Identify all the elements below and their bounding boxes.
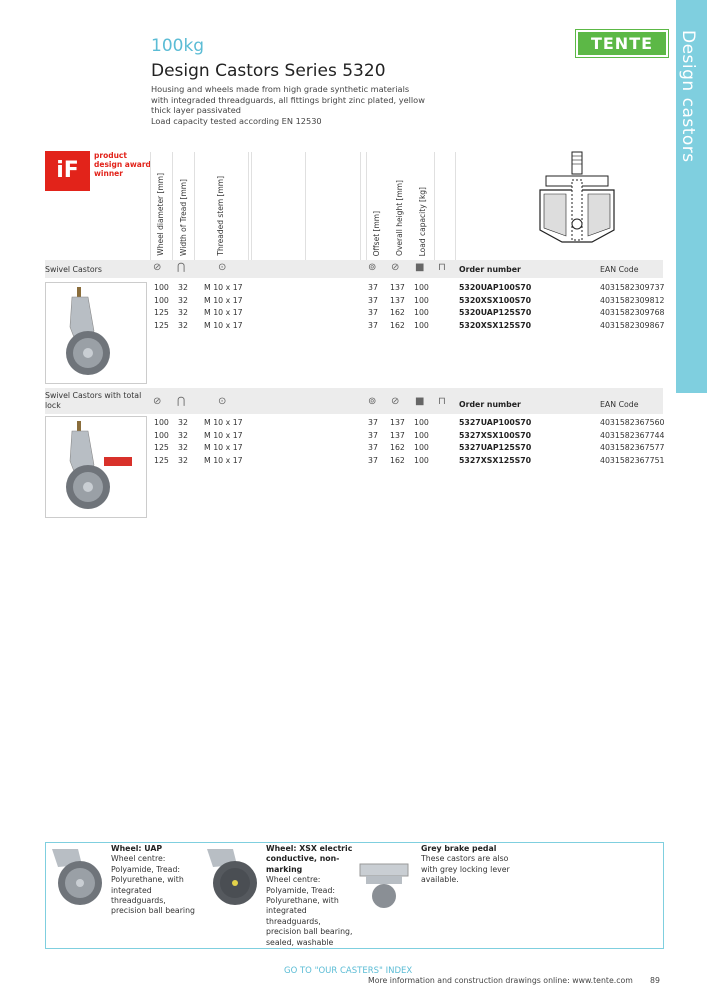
legend-title: Wheel: UAP <box>111 844 163 853</box>
table-label: Swivel Castors with total lock <box>45 391 142 410</box>
col-label: Wheel diameter [mm] <box>156 173 165 256</box>
cell-offset: 37 <box>368 443 378 452</box>
cell-offset: 37 <box>368 418 378 427</box>
cell-order-number: 5320UAP125S70 <box>459 308 532 317</box>
cell-load: 100 <box>414 308 429 317</box>
cell-offset: 37 <box>368 455 378 465</box>
tente-logo: TENTE <box>576 30 668 57</box>
tread-width-icon: ⋂ <box>177 396 186 407</box>
cell-ean: 4031582367744 <box>600 430 665 440</box>
cell-load: 100 <box>414 320 429 330</box>
col-rule <box>366 152 435 260</box>
test-note: Load capacity tested according EN 12530 <box>151 115 322 126</box>
cell-height: 162 <box>390 455 405 465</box>
cell-order-number: 5327UAP125S70 <box>459 443 532 452</box>
cell-width: 32 <box>178 295 188 305</box>
cell-diameter: 100 <box>154 430 169 440</box>
cell-ean: 4031582309867 <box>600 320 665 330</box>
wheel-diameter-icon: ⊘ <box>153 262 162 273</box>
cell-load: 100 <box>414 283 429 292</box>
cell-stem: M 10 x 17 <box>204 418 243 427</box>
overall-height-icon: ⊘ <box>391 396 400 407</box>
tread-width-icon: ⋂ <box>177 262 186 273</box>
cell-stem: M 10 x 17 <box>204 455 243 465</box>
col-label: Load capacity [kg] <box>418 186 427 256</box>
cell-stem: M 10 x 17 <box>204 443 243 452</box>
table-row <box>150 431 663 444</box>
table-row <box>150 296 663 309</box>
page-number: 89 <box>650 976 660 985</box>
cell-load: 100 <box>414 443 429 452</box>
offset-icon: ⊚ <box>368 396 377 407</box>
cell-order-number: 5327UAP100S70 <box>459 418 532 427</box>
grey-brake-pedal-image <box>356 850 414 910</box>
cell-ean: 4031582309768 <box>600 308 665 317</box>
cell-height: 137 <box>390 418 405 427</box>
cell-offset: 37 <box>368 308 378 317</box>
col-rule <box>150 152 173 260</box>
legend-body: These castors are also with grey locking lever available. <box>421 854 510 885</box>
offset-icon: ⊚ <box>368 262 377 273</box>
cell-diameter: 100 <box>154 283 169 292</box>
series-description <box>151 84 426 126</box>
swivel-castor-photo <box>45 282 147 384</box>
col-rule <box>306 152 361 260</box>
table-row <box>150 308 663 321</box>
legend-uap <box>111 844 203 917</box>
cell-width: 32 <box>178 418 188 427</box>
total-lock-castor-illustration <box>46 417 146 517</box>
table-row <box>150 283 663 296</box>
swivel-castor-illustration <box>46 283 146 383</box>
cell-ean: 4031582309812 <box>600 295 665 305</box>
description-text: Housing and wheels made from high grade synthetic materials with integraded threadguards, all fittings bright zinc plated, yellow thick layer passivated <box>151 84 425 116</box>
cell-order-number: 5327XSX100S70 <box>459 430 532 440</box>
table-row <box>150 321 663 334</box>
legend-brake <box>421 844 513 886</box>
cell-ean: 4031582367577 <box>600 443 665 452</box>
cell-width: 32 <box>178 320 188 330</box>
table-row <box>150 418 663 431</box>
castor-section-drawing <box>532 150 622 250</box>
cell-ean: 4031582309737 <box>600 283 665 292</box>
cell-width: 32 <box>178 283 188 292</box>
cell-width: 32 <box>178 443 188 452</box>
cell-diameter: 125 <box>154 320 169 330</box>
cell-load: 100 <box>414 430 429 440</box>
cell-height: 137 <box>390 283 405 292</box>
cell-height: 162 <box>390 320 405 330</box>
cell-order-number: 5320UAP100S70 <box>459 283 532 292</box>
col-label: Width of Tread [mm] <box>179 178 188 256</box>
category-side-tab <box>676 0 707 393</box>
cell-offset: 37 <box>368 430 378 440</box>
cell-order-number: 5320XSX100S70 <box>459 295 532 305</box>
cell-ean: 4031582367751 <box>600 455 665 465</box>
legend-title: Wheel: XSX electric conductive, non-marking <box>266 844 353 874</box>
cell-diameter: 100 <box>154 418 169 427</box>
brake-icon: ⊓ <box>438 262 446 273</box>
award-logo <box>45 151 90 191</box>
load-heading: 100kg <box>151 36 205 56</box>
cell-load: 100 <box>414 295 429 305</box>
cell-width: 32 <box>178 430 188 440</box>
cell-offset: 37 <box>368 295 378 305</box>
cell-stem: M 10 x 17 <box>204 295 243 305</box>
cell-stem: M 10 x 17 <box>204 308 243 317</box>
cell-height: 162 <box>390 308 405 317</box>
side-tab-label: Design castors <box>678 30 698 163</box>
cell-width: 32 <box>178 455 188 465</box>
cell-height: 137 <box>390 295 405 305</box>
legend-title: Grey brake pedal <box>421 844 497 853</box>
page-title: Design Castors Series 5320 <box>151 61 386 81</box>
col-label: Offset [mm] <box>372 210 381 256</box>
cell-order-number: 5327XSX125S70 <box>459 455 532 465</box>
col-label: Threaded stem [mm] <box>216 176 225 256</box>
ean-code-header: EAN Code <box>600 400 639 409</box>
brake-icon: ⊓ <box>438 396 446 407</box>
cell-order-number: 5320XSX125S70 <box>459 320 532 330</box>
col-label: Overall height [mm] <box>395 180 404 256</box>
cell-diameter: 125 <box>154 443 169 452</box>
load-weight-icon: ■ <box>415 262 425 273</box>
order-number-header: Order number <box>459 265 521 274</box>
col-rule <box>196 152 249 260</box>
cell-height: 137 <box>390 430 405 440</box>
casters-index-link[interactable]: GO TO "OUR CASTERS" INDEX <box>284 966 413 976</box>
load-weight-icon: ■ <box>415 396 425 407</box>
table-row <box>150 456 663 469</box>
threaded-stem-icon: ⊙ <box>218 396 227 407</box>
col-rule <box>435 152 456 260</box>
table-label: Swivel Castors <box>45 265 102 274</box>
cell-ean: 4031582367560 <box>600 418 665 427</box>
ean-code-header: EAN Code <box>600 265 639 274</box>
col-rule <box>251 152 306 260</box>
xsx-wheel-image <box>203 845 261 907</box>
cell-load: 100 <box>414 418 429 427</box>
cell-diameter: 100 <box>154 295 169 305</box>
cell-offset: 37 <box>368 283 378 292</box>
cell-offset: 37 <box>368 320 378 330</box>
table-2-body <box>150 418 663 468</box>
cell-diameter: 125 <box>154 308 169 317</box>
cell-height: 162 <box>390 443 405 452</box>
table-1-body <box>150 283 663 333</box>
col-rule <box>173 152 195 260</box>
legend-xsx <box>266 844 358 948</box>
award-logo-text: iF <box>56 158 79 183</box>
total-lock-castor-photo <box>45 416 147 518</box>
cell-diameter: 125 <box>154 455 169 465</box>
overall-height-icon: ⊘ <box>391 262 400 273</box>
threaded-stem-icon: ⊙ <box>218 262 227 273</box>
footer-info: More information and construction drawings online: www.tente.com <box>368 976 633 985</box>
legend-body: Wheel centre: Polyamide, Tread: Polyurethane, with integrated threadguards, precision ball bearing, sealed, washable <box>266 875 353 947</box>
legend-body: Wheel centre: Polyamide, Tread: Polyurethane, with integrated threadguards, precision ball bearing <box>111 854 195 916</box>
order-number-header: Order number <box>459 400 521 409</box>
award-caption: product design award winner <box>94 151 151 178</box>
uap-wheel-image <box>48 845 106 907</box>
cell-stem: M 10 x 17 <box>204 320 243 330</box>
table-header-row <box>45 260 663 278</box>
cell-stem: M 10 x 17 <box>204 430 243 440</box>
cell-stem: M 10 x 17 <box>204 283 243 292</box>
wheel-diameter-icon: ⊘ <box>153 396 162 407</box>
cell-width: 32 <box>178 308 188 317</box>
cell-load: 100 <box>414 455 429 465</box>
table-row <box>150 443 663 456</box>
